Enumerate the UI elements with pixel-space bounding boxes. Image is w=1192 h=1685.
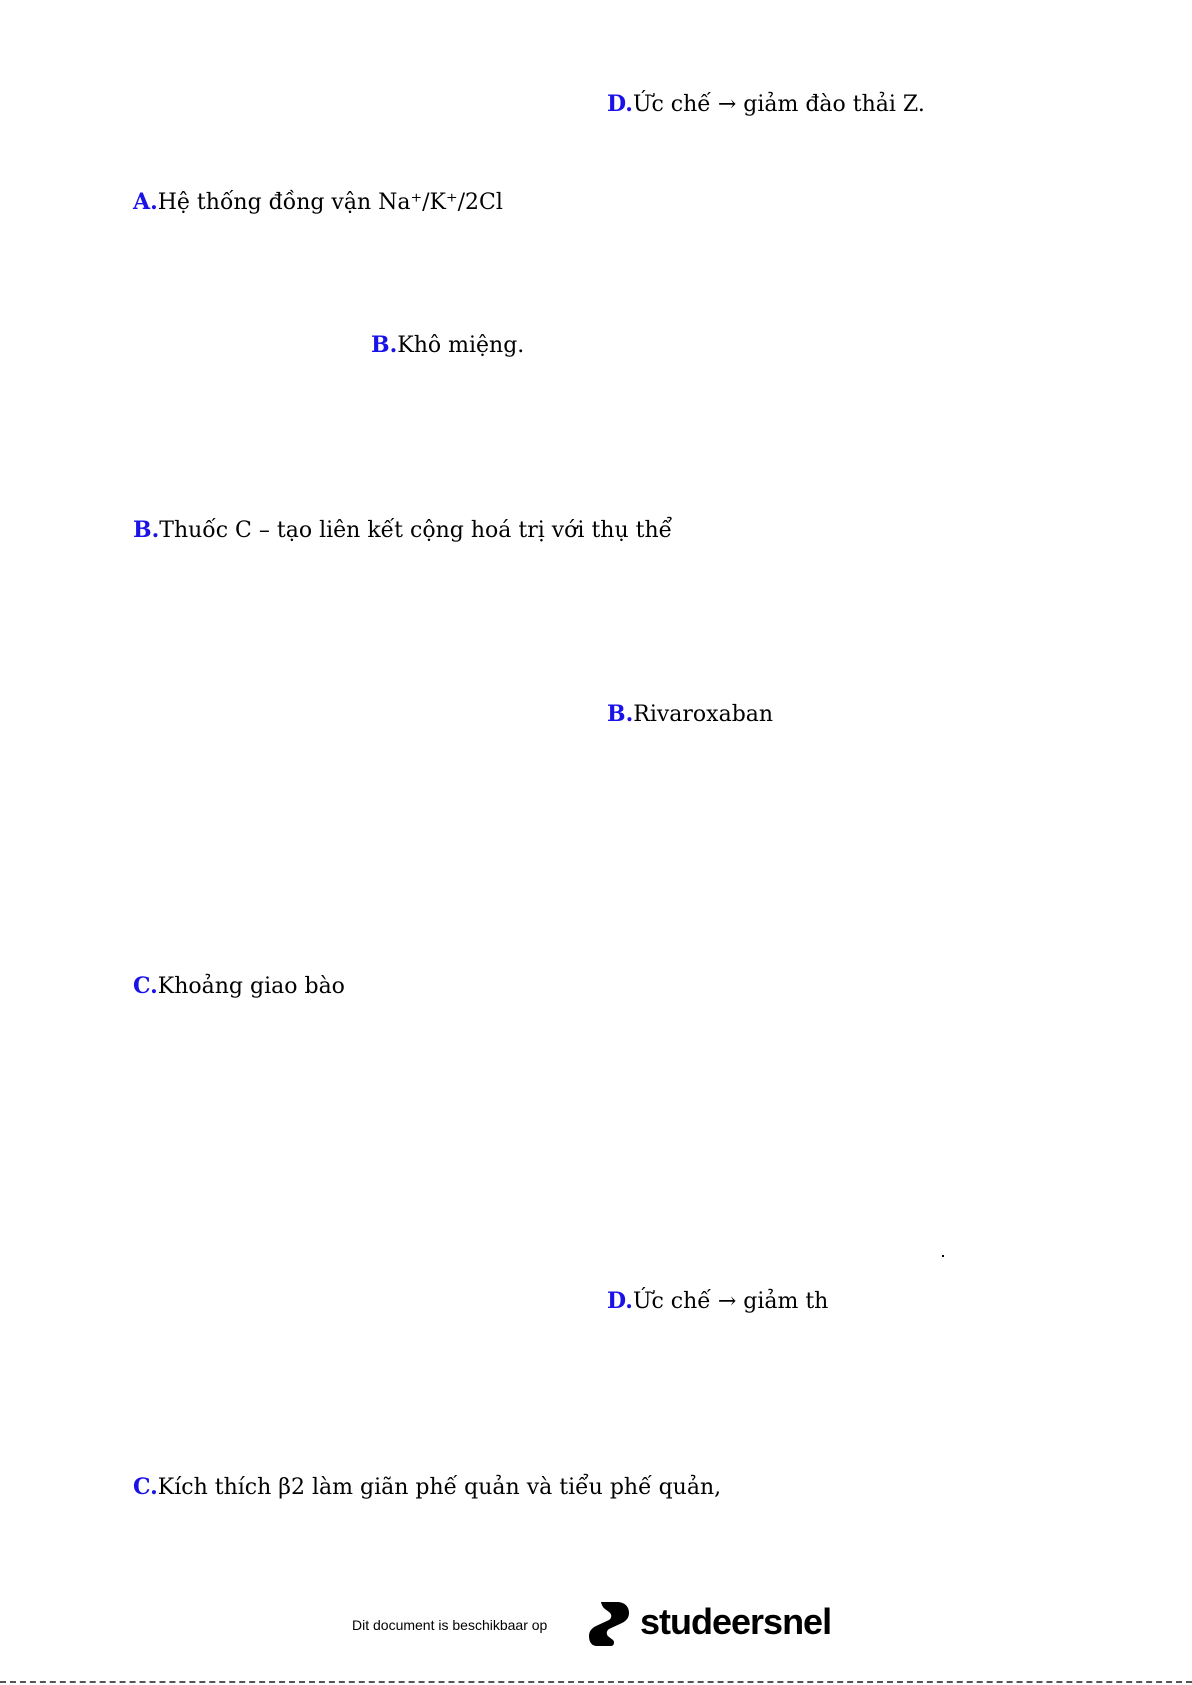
- option-text: Hệ thống đồng vận Na⁺/K⁺/2Cl: [157, 190, 503, 215]
- option-letter: C.: [133, 1474, 158, 1500]
- option-letter: A.: [133, 189, 158, 215]
- option-b-2: [133, 519, 672, 542]
- option-text: Ức chế → giảm th: [632, 1289, 829, 1314]
- studeersnel-logo-icon: [587, 1600, 633, 1648]
- option-text: Kích thích β2 làm giãn phế quản và tiểu phế quản,: [157, 1475, 722, 1500]
- option-b-3: [607, 703, 773, 726]
- option-text: Khô miệng.: [397, 333, 525, 358]
- option-text: Khoảng giao bào: [157, 974, 345, 999]
- footer-text: Dit document is beschikbaar op: [352, 1617, 548, 1633]
- option-letter: C.: [133, 973, 158, 999]
- option-text: Rivaroxaban: [633, 702, 774, 727]
- option-b-1: [371, 334, 524, 357]
- option-a-1: [133, 191, 503, 214]
- option-letter: D.: [607, 91, 633, 117]
- studeersnel-brand[interactable]: studeersnel: [640, 1601, 832, 1642]
- option-letter: B.: [607, 701, 634, 727]
- option-text: Thuốc C – tạo liên kết cộng hoá trị với thụ thể: [159, 518, 673, 543]
- option-d-2: [607, 1290, 828, 1313]
- page-bottom-border: [0, 1681, 1192, 1685]
- option-c-1: [133, 975, 345, 998]
- option-letter: D.: [607, 1288, 633, 1314]
- option-text: Ức chế → giảm đào thải Z.: [632, 92, 925, 117]
- option-c-2: [133, 1476, 721, 1499]
- option-letter: B.: [133, 517, 160, 543]
- stray-dot: [942, 1255, 944, 1257]
- option-letter: B.: [371, 332, 398, 358]
- option-d-1: [607, 93, 925, 116]
